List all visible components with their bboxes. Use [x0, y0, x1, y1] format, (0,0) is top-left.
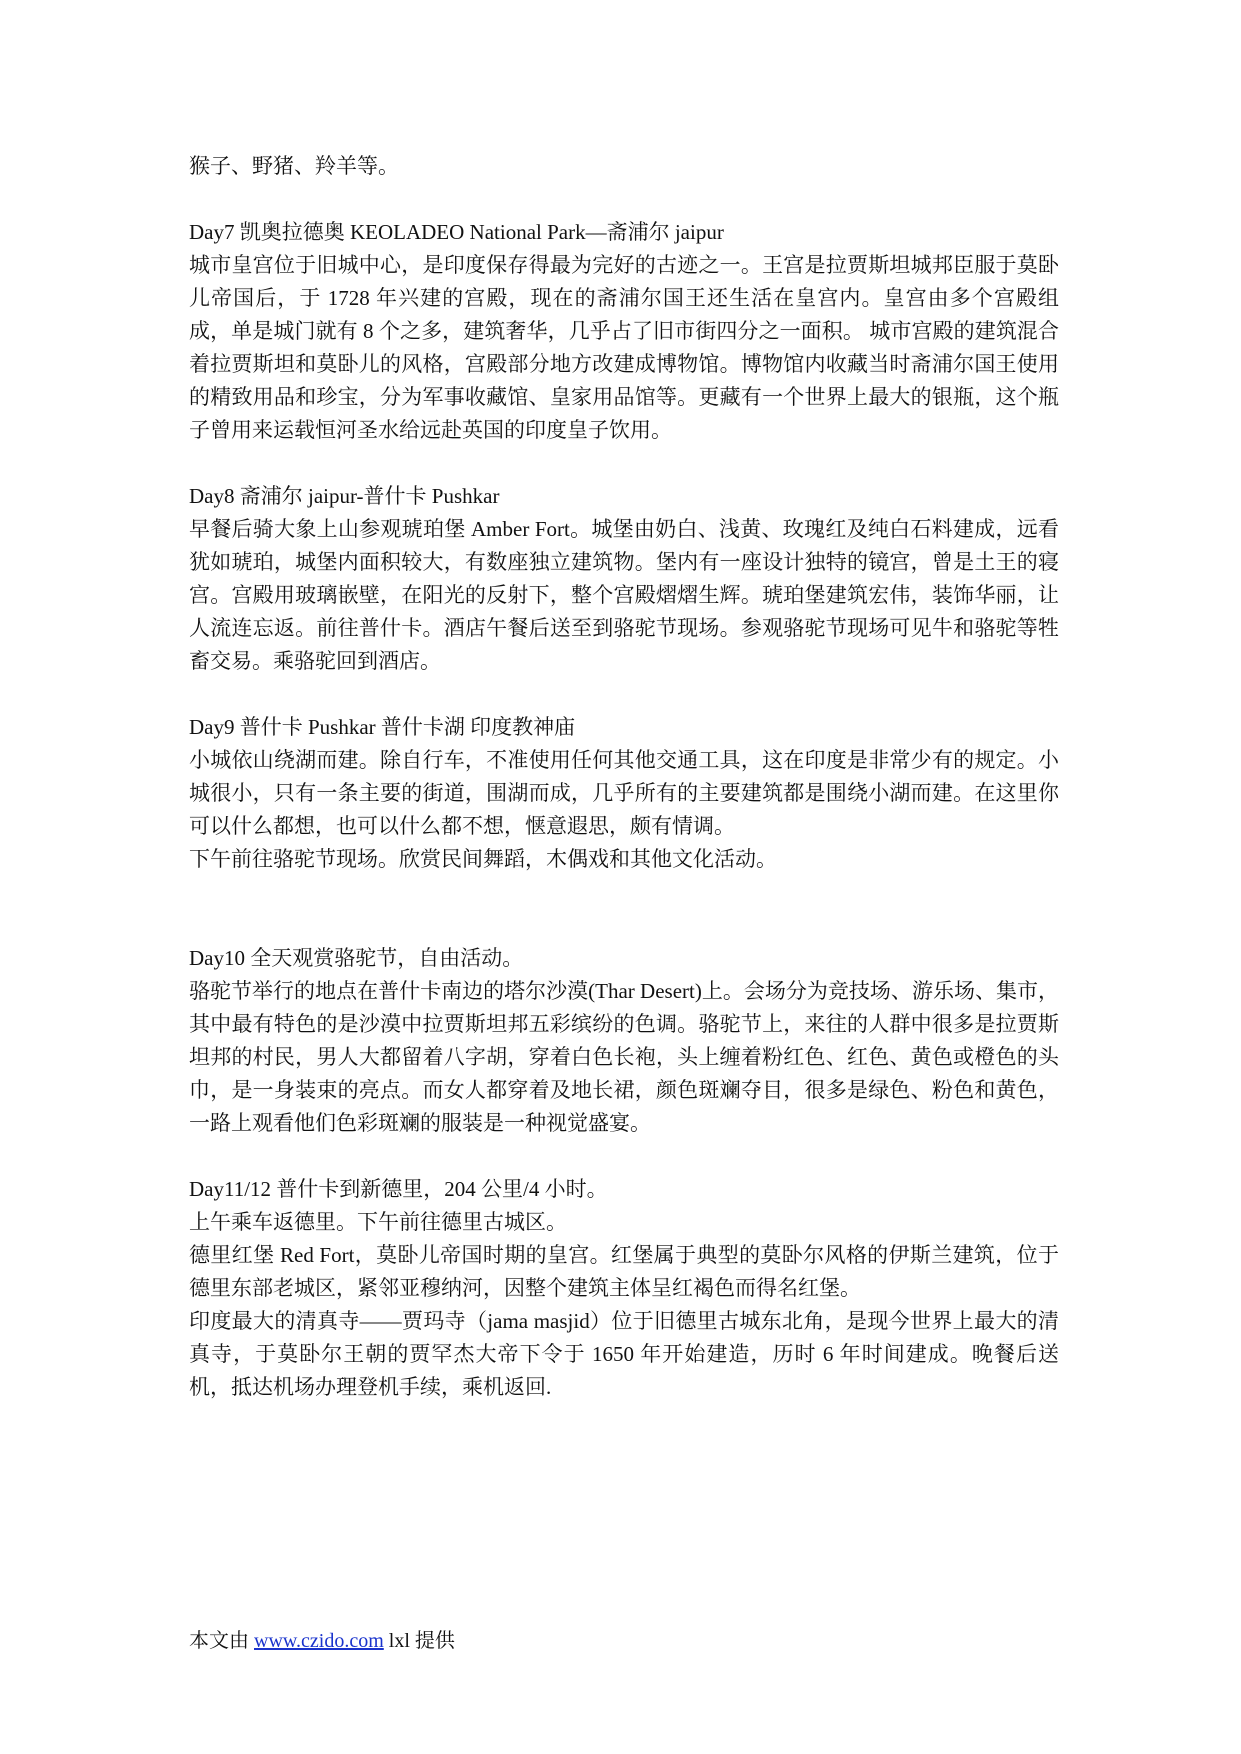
document-body — [189, 150, 1059, 1404]
day11-12-paragraph-2: 德里红堡 Red Fort，莫卧儿帝国时期的皇宫。红堡属于典型的莫卧尔风格的伊斯兰建筑，位于德里东部老城区，紧邻亚穆纳河，因整个建筑主体呈红褐色而得名红堡。 — [189, 1243, 1059, 1300]
day11-12-title: Day11/12 普什卡到新德里，204 公里/4 小时。 — [189, 1177, 608, 1201]
day9-paragraph-2: 下午前往骆驼节现场。欣赏民间舞蹈，木偶戏和其他文化活动。 — [189, 847, 777, 871]
intro-text: 猴子、野猪、羚羊等。 — [189, 154, 399, 178]
day9-title: Day9 普什卡 Pushkar 普什卡湖 印度教神庙 — [189, 715, 576, 739]
day9-section — [189, 711, 1059, 876]
footer-prefix: 本文由 — [189, 1630, 254, 1652]
day8-paragraph: 早餐后骑大象上山参观琥珀堡 Amber Fort。城堡由奶白、浅黄、玫瑰红及纯白石料建成，远看犹如琥珀，城堡内面积较大，有数座独立建筑物。堡内有一座设计独特的镜宫，曾是土王的寝宫。宫殿用玻璃嵌壁，在阳光的反射下，整个宫殿熠熠生辉。琥珀堡建筑宏伟，装饰华丽，让人流连忘返。前往普什卡。酒店午餐后送至到骆驼节现场。参观骆驼节现场可见牛和骆驼等牲畜交易。乘骆驼回到酒店。 — [189, 517, 1059, 673]
page-footer — [189, 1625, 455, 1658]
day11-12-paragraph-1: 上午乘车返德里。下午前往德里古城区。 — [189, 1210, 567, 1234]
day11-12-paragraph-3: 印度最大的清真寺——贾玛寺（jama masjid）位于旧德里古城东北角，是现今世界上最大的清真寺，于莫卧尔王朝的贾罕杰大帝下令于 1650 年开始建造，历时 6 年时间建成。晚餐后送机，抵达机场办理登机手续，乘机返回. — [189, 1309, 1059, 1399]
day7-paragraph: 城市皇宫位于旧城中心，是印度保存得最为完好的古迹之一。王宫是拉贾斯坦城邦臣服于莫卧儿帝国后，于 1728 年兴建的宫殿，现在的斋浦尔国王还生活在皇宫内。皇宫由多个宫殿组成，单是城门就有 8 个之多，建筑奢华，几乎占了旧市街四分之一面积。 城市宫殿的建筑混合着拉贾斯坦和莫卧儿的风格，宫殿部分地方改建成博物馆。博物馆内收藏当时斋浦尔国王使用的精致用品和珍宝，分为军事收藏馆、皇家用品馆等。更藏有一个世界上最大的银瓶，这个瓶子曾用来运载恒河圣水给远赴英国的印度皇子饮用。 — [189, 253, 1059, 442]
day10-title: Day10 全天观赏骆驼节，自由活动。 — [189, 946, 524, 970]
footer-link[interactable]: www.czido.com — [254, 1630, 384, 1652]
day11-12-section — [189, 1173, 1059, 1404]
day9-paragraph-1: 小城依山绕湖而建。除自行车，不准使用任何其他交通工具，这在印度是非常少有的规定。小城很小，只有一条主要的街道，围湖而成，几乎所有的主要建筑都是围绕小湖而建。在这里你可以什么都想，也可以什么都不想，惬意遐思，颇有情调。 — [189, 748, 1059, 838]
day10-section — [189, 942, 1059, 1140]
footer-suffix: lxl 提供 — [383, 1630, 455, 1652]
day8-section — [189, 480, 1059, 678]
day10-paragraph: 骆驼节举行的地点在普什卡南边的塔尔沙漠(Thar Desert)上。会场分为竞技场、游乐场、集市，其中最有特色的是沙漠中拉贾斯坦邦五彩缤纷的色调。骆驼节上，来往的人群中很多是拉贾斯坦邦的村民，男人大都留着八字胡，穿着白色长袍，头上缠着粉红色、红色、黄色或橙色的头巾，是一身装束的亮点。而女人都穿着及地长裙，颜色斑斓夺目，很多是绿色、粉色和黄色，一路上观看他们色彩斑斓的服装是一种视觉盛宴。 — [189, 979, 1059, 1135]
day8-title: Day8 斋浦尔 jaipur-普什卡 Pushkar — [189, 484, 500, 508]
day7-section — [189, 216, 1059, 447]
day7-title: Day7 凯奥拉德奥 KEOLADEO National Park—斋浦尔 jaipur — [189, 220, 724, 244]
